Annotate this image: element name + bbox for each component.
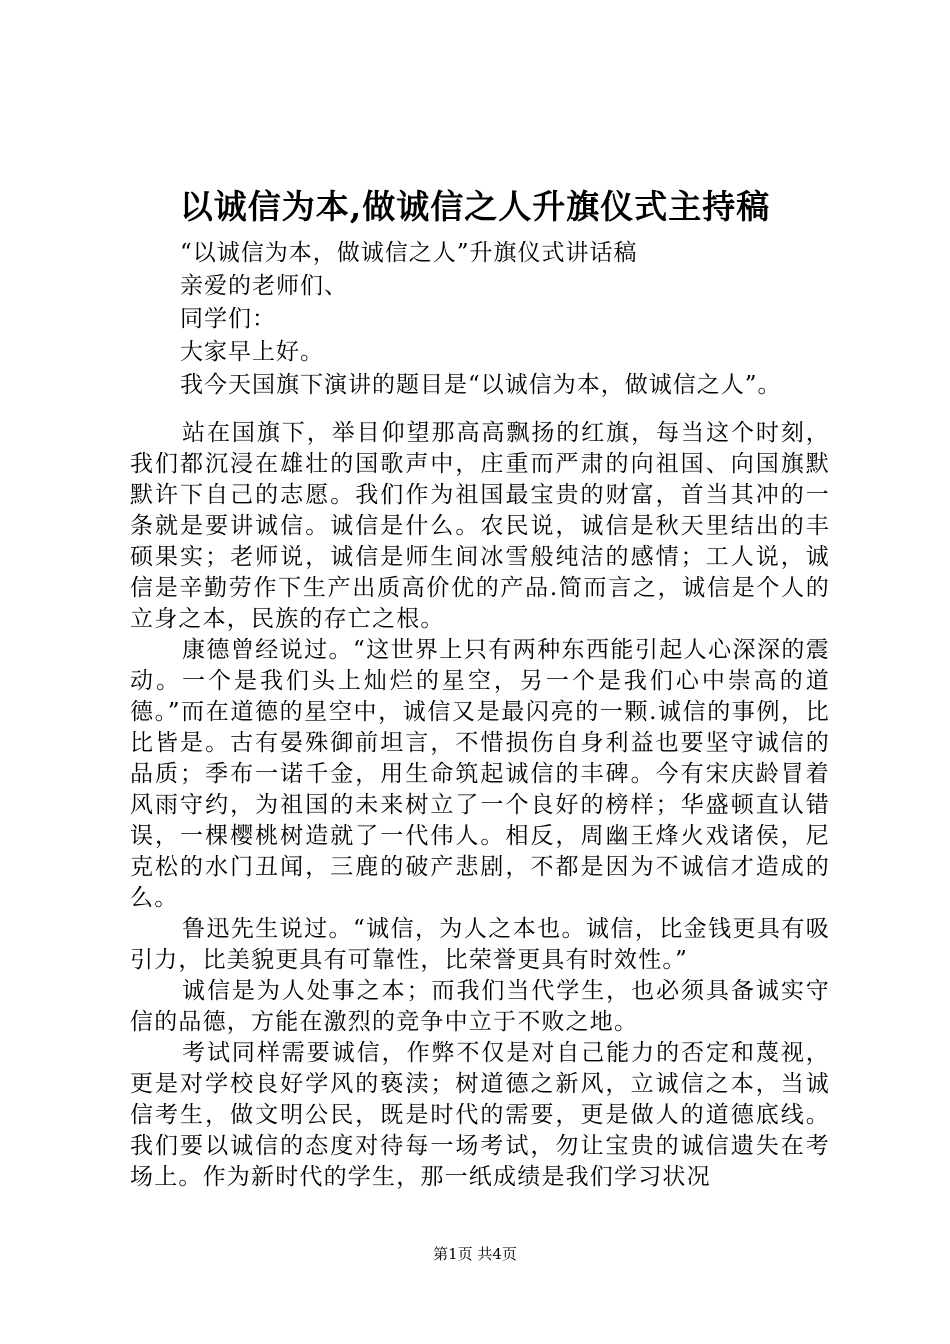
document-body (130, 418, 830, 1193)
paragraph: 鲁迅先生说过。“诚信，为人之本也。诚信，比金钱更具有吸引力，比美貌更具有可靠性，比荣誉更具有时效性。” (130, 916, 830, 973)
paragraph: 考试同样需要诚信，作弊不仅是对自己能力的否定和蔑视，更是对学校良好学风的亵渎；树道德之新风，立诚信之本，当诚信考生，做文明公民，既是时代的需要，更是做人的道德底线。我们要以诚信的态度对待每一场考试，勿让宝贵的诚信遗失在考场上。作为新时代的学生，那一纸成绩是我们学习状况 (130, 1040, 830, 1190)
greeting-teachers: 亲爱的老师们、 (180, 273, 348, 299)
greeting-students: 同学们： (180, 306, 276, 332)
speech-topic: 我今天国旗下演讲的题目是“以诚信为本，做诚信之人”。 (180, 372, 782, 398)
speech-subtitle: “以诚信为本，做诚信之人”升旗仪式讲话稿 (180, 240, 638, 266)
document-title: 以诚信为本,做诚信之人升旗仪式主持稿 (179, 187, 771, 226)
paragraph: 诚信是为人处事之本；而我们当代学生，也必须具备诚实守信的品德，方能在激烈的竞争中立于不败之地。 (130, 978, 830, 1035)
paragraph: 站在国旗下，举目仰望那高高飘扬的红旗，每当这个时刻，我们都沉浸在雄壮的国歌声中，庄重而严肃的向祖国、向国旗默默许下自己的志愿。我们作为祖国最宝贵的财富，首当其冲的一条就是要讲诚信。诚信是什么。农民说，诚信是秋天里结出的丰硕果实；老师说，诚信是师生间冰雪般纯洁的感情；工人说，诚信是辛勤劳作下生产出质高价优的产品.简而言之，诚信是个人的立身之本，民族的存亡之根。 (130, 420, 830, 632)
greeting-morning: 大家早上好。 (180, 339, 324, 365)
page-number-footer: 第1页 共4页 (433, 1245, 517, 1263)
intro-block (180, 237, 880, 402)
paragraph: 康德曾经说过。“这世界上只有两种东西能引起人心深深的震动。一个是我们头上灿烂的星空，另一个是我们心中崇高的道德。”而在道德的星空中，诚信又是最闪亮的一颗.诚信的事例，比比皆是。古有晏殊御前坦言，不惜损伤自身利益也要坚守诚信的品质；季布一诺千金，用生命筑起诚信的丰碑。今有宋庆龄冒着风雨守约，为祖国的未来树立了一个良好的榜样；华盛顿直认错误，一棵樱桃树造就了一代伟人。相反，周幽王烽火戏诸侯，尼克松的水门丑闻，三鹿的破产悲剧，不都是因为不诚信才造成的么。 (130, 637, 830, 911)
